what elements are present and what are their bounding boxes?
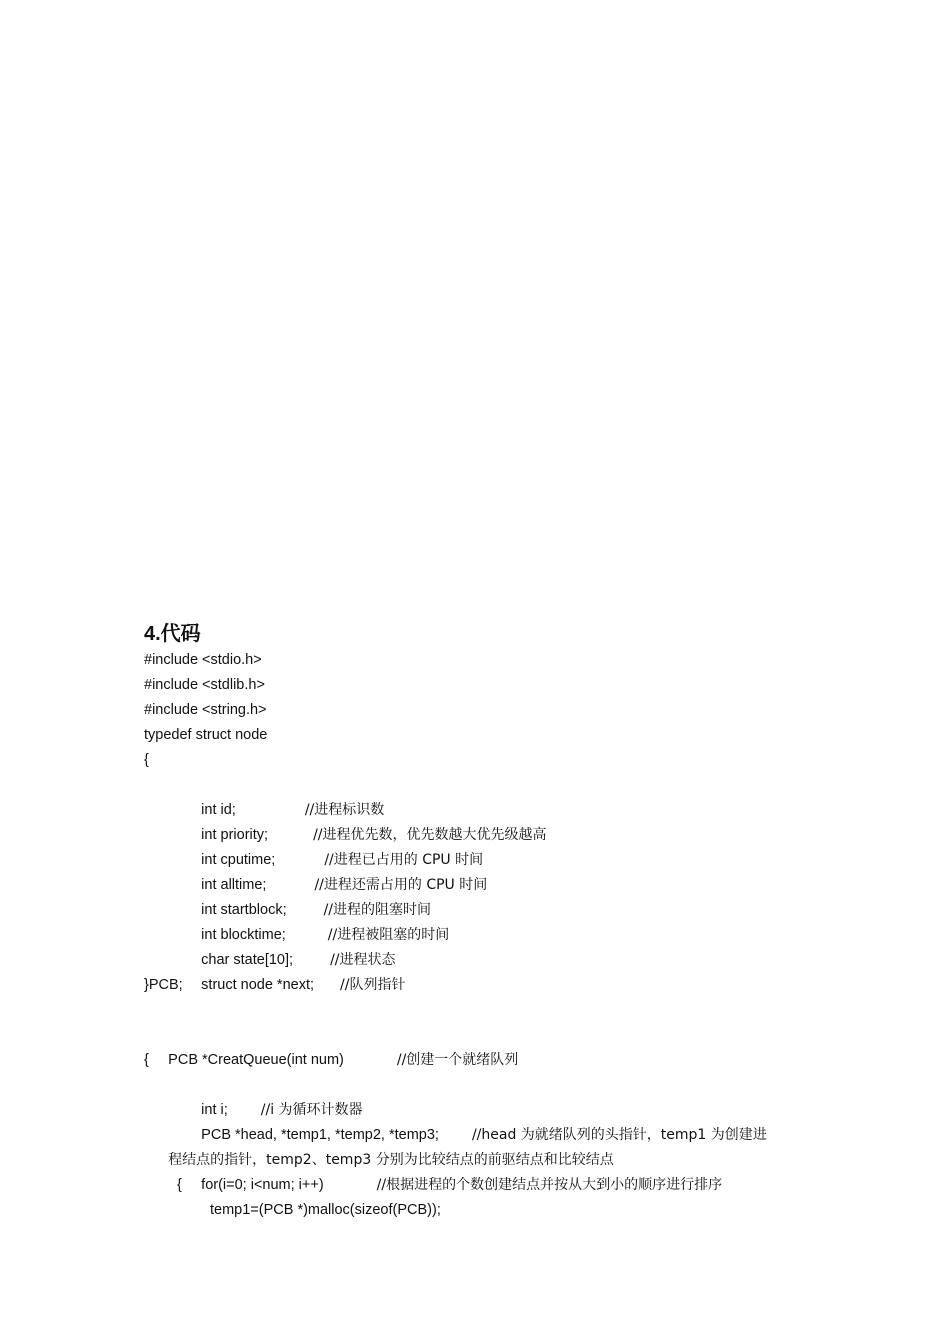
code-line: #include <stdlib.h>: [144, 677, 265, 693]
blank-line: [144, 998, 814, 1023]
code-text: PCB *head, *temp1, *temp2, *temp3;: [201, 1127, 439, 1143]
code-line: typedef struct node: [144, 727, 268, 743]
code-comment: //进程的阻塞时间: [323, 902, 432, 918]
code-comment: //进程已占用的 CPU 时间: [324, 852, 484, 868]
code-comment: //进程优先数，优先数越大优先级越高: [313, 827, 547, 843]
code-comment: //队列指针: [340, 977, 406, 993]
code-text: int blocktime;: [201, 927, 286, 943]
code-line: {: [144, 1052, 149, 1068]
code-comment: 程结点的指针，temp2、temp3 分别为比较结点的前驱结点和比较结点: [168, 1152, 614, 1168]
code-comment: //创建一个就绪队列: [396, 1052, 519, 1068]
code-comment: //进程被阻塞的时间: [327, 927, 450, 943]
code-line: [144, 1023, 814, 1068]
code-text: char state[10];: [201, 952, 294, 968]
code-text: int startblock;: [201, 902, 287, 918]
code-line: {: [144, 752, 149, 768]
code-comment: //i 为循环计数器: [260, 1102, 363, 1118]
code-line: }PCB;: [144, 977, 183, 993]
code-line: [144, 773, 814, 818]
section-heading: 4.代码: [144, 623, 201, 645]
code-text: int cputime;: [201, 852, 276, 868]
code-comment: //进程状态: [330, 952, 396, 968]
code-text: int priority;: [201, 827, 269, 843]
code-text: struct node *next;: [201, 977, 315, 993]
code-line: [144, 1073, 814, 1118]
code-comment: //进程标识数: [304, 802, 385, 818]
code-text: int alltime;: [201, 877, 267, 893]
code-line: #include <string.h>: [144, 702, 267, 718]
code-text: int i;: [201, 1102, 228, 1118]
code-text: for(i=0; i<num; i++): [201, 1177, 324, 1193]
code-text: int id;: [201, 802, 236, 818]
code-line: temp1=(PCB *)malloc(sizeof(PCB));: [210, 1202, 441, 1218]
code-comment: //head 为就绪队列的头指针，temp1 为创建进: [471, 1127, 767, 1143]
code-comment: //进程还需占用的 CPU 时间: [314, 877, 488, 893]
code-line: #include <stdio.h>: [144, 652, 262, 668]
code-line: {: [177, 1177, 182, 1193]
code-section: [144, 620, 814, 1223]
code-comment: //根据进程的个数创建结点并按从大到小的顺序进行排序: [376, 1177, 723, 1193]
code-text: PCB *CreatQueue(int num): [168, 1052, 344, 1068]
